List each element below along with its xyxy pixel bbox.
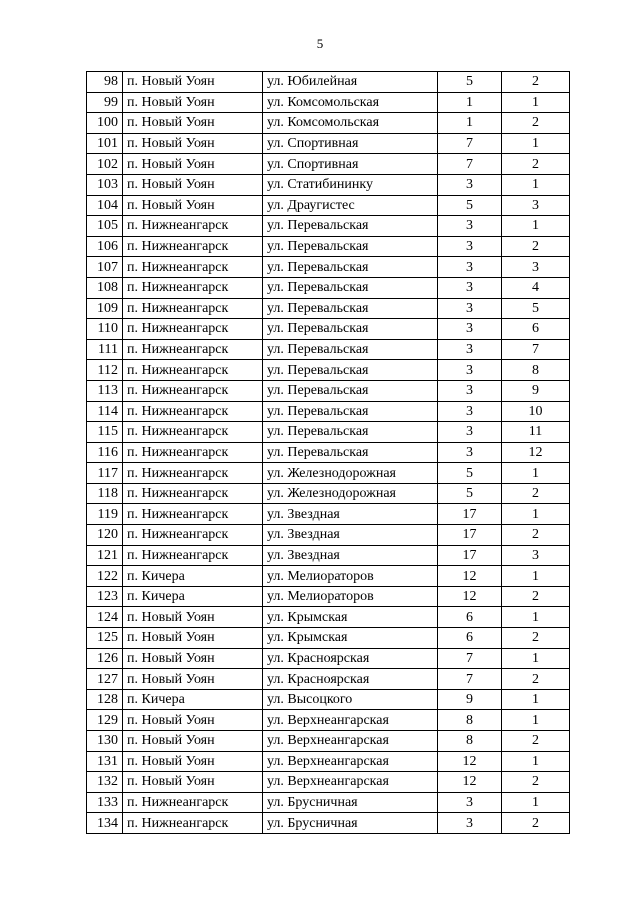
- street-cell: ул. Красноярская: [263, 648, 438, 669]
- house-number-cell: 7: [438, 648, 502, 669]
- apartment-number-cell: 11: [502, 422, 570, 443]
- street-cell: ул. Перевальская: [263, 236, 438, 257]
- row-number-cell: 99: [87, 92, 123, 113]
- settlement-cell: п. Новый Уоян: [123, 669, 263, 690]
- settlement-cell: п. Новый Уоян: [123, 751, 263, 772]
- house-number-cell: 3: [438, 298, 502, 319]
- street-cell: ул. Комсомольская: [263, 113, 438, 134]
- street-cell: ул. Статибининку: [263, 174, 438, 195]
- street-cell: ул. Перевальская: [263, 380, 438, 401]
- street-cell: ул. Перевальская: [263, 277, 438, 298]
- house-number-cell: 17: [438, 545, 502, 566]
- house-number-cell: 8: [438, 710, 502, 731]
- house-number-cell: 3: [438, 401, 502, 422]
- house-number-cell: 7: [438, 133, 502, 154]
- row-number-cell: 120: [87, 525, 123, 546]
- settlement-cell: п. Новый Уоян: [123, 92, 263, 113]
- apartment-number-cell: 2: [502, 772, 570, 793]
- house-number-cell: 5: [438, 195, 502, 216]
- table-row: [87, 751, 570, 772]
- settlement-cell: п. Новый Уоян: [123, 113, 263, 134]
- row-number-cell: 115: [87, 422, 123, 443]
- street-cell: ул. Перевальская: [263, 442, 438, 463]
- settlement-cell: п. Новый Уоян: [123, 772, 263, 793]
- address-table-body: [87, 72, 570, 834]
- settlement-cell: п. Нижнеангарск: [123, 545, 263, 566]
- apartment-number-cell: 3: [502, 545, 570, 566]
- table-row: [87, 92, 570, 113]
- row-number-cell: 121: [87, 545, 123, 566]
- street-cell: ул. Перевальская: [263, 360, 438, 381]
- row-number-cell: 113: [87, 380, 123, 401]
- street-cell: ул. Брусничная: [263, 792, 438, 813]
- settlement-cell: п. Новый Уоян: [123, 607, 263, 628]
- table-row: [87, 710, 570, 731]
- settlement-cell: п. Новый Уоян: [123, 731, 263, 752]
- row-number-cell: 134: [87, 813, 123, 834]
- house-number-cell: 3: [438, 236, 502, 257]
- table-row: [87, 628, 570, 649]
- row-number-cell: 106: [87, 236, 123, 257]
- settlement-cell: п. Нижнеангарск: [123, 442, 263, 463]
- house-number-cell: 3: [438, 792, 502, 813]
- table-row: [87, 174, 570, 195]
- house-number-cell: 8: [438, 731, 502, 752]
- settlement-cell: п. Нижнеангарск: [123, 525, 263, 546]
- apartment-number-cell: 2: [502, 628, 570, 649]
- settlement-cell: п. Кичера: [123, 689, 263, 710]
- row-number-cell: 114: [87, 401, 123, 422]
- house-number-cell: 7: [438, 669, 502, 690]
- street-cell: ул. Звездная: [263, 504, 438, 525]
- house-number-cell: 3: [438, 360, 502, 381]
- table-row: [87, 504, 570, 525]
- address-table: [86, 71, 570, 834]
- apartment-number-cell: 1: [502, 751, 570, 772]
- apartment-number-cell: 2: [502, 154, 570, 175]
- street-cell: ул. Крымская: [263, 628, 438, 649]
- street-cell: ул. Перевальская: [263, 339, 438, 360]
- house-number-cell: 3: [438, 174, 502, 195]
- table-row: [87, 360, 570, 381]
- house-number-cell: 1: [438, 113, 502, 134]
- table-row: [87, 607, 570, 628]
- street-cell: ул. Верхнеангарская: [263, 710, 438, 731]
- house-number-cell: 3: [438, 277, 502, 298]
- street-cell: ул. Верхнеангарская: [263, 731, 438, 752]
- apartment-number-cell: 1: [502, 648, 570, 669]
- settlement-cell: п. Нижнеангарск: [123, 277, 263, 298]
- settlement-cell: п. Нижнеангарск: [123, 483, 263, 504]
- street-cell: ул. Перевальская: [263, 319, 438, 340]
- table-row: [87, 154, 570, 175]
- settlement-cell: п. Нижнеангарск: [123, 422, 263, 443]
- street-cell: ул. Драугистес: [263, 195, 438, 216]
- house-number-cell: 3: [438, 442, 502, 463]
- settlement-cell: п. Новый Уоян: [123, 154, 263, 175]
- row-number-cell: 117: [87, 463, 123, 484]
- table-row: [87, 792, 570, 813]
- apartment-number-cell: 8: [502, 360, 570, 381]
- street-cell: ул. Верхнеангарская: [263, 751, 438, 772]
- house-number-cell: 5: [438, 463, 502, 484]
- apartment-number-cell: 12: [502, 442, 570, 463]
- house-number-cell: 3: [438, 380, 502, 401]
- row-number-cell: 130: [87, 731, 123, 752]
- settlement-cell: п. Нижнеангарск: [123, 319, 263, 340]
- row-number-cell: 126: [87, 648, 123, 669]
- street-cell: ул. Красноярская: [263, 669, 438, 690]
- row-number-cell: 108: [87, 277, 123, 298]
- row-number-cell: 131: [87, 751, 123, 772]
- row-number-cell: 102: [87, 154, 123, 175]
- table-row: [87, 72, 570, 93]
- table-row: [87, 133, 570, 154]
- apartment-number-cell: 3: [502, 195, 570, 216]
- settlement-cell: п. Нижнеангарск: [123, 813, 263, 834]
- apartment-number-cell: 2: [502, 586, 570, 607]
- apartment-number-cell: 4: [502, 277, 570, 298]
- table-row: [87, 731, 570, 752]
- apartment-number-cell: 2: [502, 483, 570, 504]
- house-number-cell: 17: [438, 525, 502, 546]
- street-cell: ул. Мелиораторов: [263, 566, 438, 587]
- settlement-cell: п. Новый Уоян: [123, 648, 263, 669]
- apartment-number-cell: 1: [502, 463, 570, 484]
- apartment-number-cell: 2: [502, 113, 570, 134]
- settlement-cell: п. Нижнеангарск: [123, 298, 263, 319]
- table-row: [87, 566, 570, 587]
- row-number-cell: 105: [87, 216, 123, 237]
- apartment-number-cell: 7: [502, 339, 570, 360]
- apartment-number-cell: 2: [502, 525, 570, 546]
- street-cell: ул. Перевальская: [263, 422, 438, 443]
- table-row: [87, 586, 570, 607]
- table-row: [87, 195, 570, 216]
- house-number-cell: 12: [438, 751, 502, 772]
- street-cell: ул. Верхнеангарская: [263, 772, 438, 793]
- house-number-cell: 7: [438, 154, 502, 175]
- apartment-number-cell: 1: [502, 174, 570, 195]
- house-number-cell: 3: [438, 339, 502, 360]
- street-cell: ул. Крымская: [263, 607, 438, 628]
- settlement-cell: п. Нижнеангарск: [123, 339, 263, 360]
- row-number-cell: 132: [87, 772, 123, 793]
- table-row: [87, 525, 570, 546]
- row-number-cell: 118: [87, 483, 123, 504]
- row-number-cell: 124: [87, 607, 123, 628]
- apartment-number-cell: 3: [502, 257, 570, 278]
- row-number-cell: 107: [87, 257, 123, 278]
- settlement-cell: п. Кичера: [123, 566, 263, 587]
- row-number-cell: 122: [87, 566, 123, 587]
- table-row: [87, 257, 570, 278]
- house-number-cell: 9: [438, 689, 502, 710]
- table-row: [87, 648, 570, 669]
- house-number-cell: 3: [438, 216, 502, 237]
- row-number-cell: 127: [87, 669, 123, 690]
- row-number-cell: 111: [87, 339, 123, 360]
- street-cell: ул. Юбилейная: [263, 72, 438, 93]
- table-row: [87, 380, 570, 401]
- house-number-cell: 6: [438, 628, 502, 649]
- apartment-number-cell: 2: [502, 236, 570, 257]
- apartment-number-cell: 1: [502, 710, 570, 731]
- street-cell: ул. Перевальская: [263, 298, 438, 319]
- street-cell: ул. Железнодорожная: [263, 483, 438, 504]
- house-number-cell: 12: [438, 586, 502, 607]
- apartment-number-cell: 1: [502, 689, 570, 710]
- settlement-cell: п. Нижнеангарск: [123, 380, 263, 401]
- table-row: [87, 319, 570, 340]
- table-row: [87, 483, 570, 504]
- street-cell: ул. Брусничная: [263, 813, 438, 834]
- apartment-number-cell: 1: [502, 792, 570, 813]
- table-row: [87, 339, 570, 360]
- settlement-cell: п. Новый Уоян: [123, 710, 263, 731]
- table-row: [87, 545, 570, 566]
- settlement-cell: п. Нижнеангарск: [123, 216, 263, 237]
- table-row: [87, 401, 570, 422]
- apartment-number-cell: 2: [502, 72, 570, 93]
- table-row: [87, 236, 570, 257]
- table-row: [87, 277, 570, 298]
- row-number-cell: 125: [87, 628, 123, 649]
- row-number-cell: 133: [87, 792, 123, 813]
- row-number-cell: 100: [87, 113, 123, 134]
- house-number-cell: 17: [438, 504, 502, 525]
- house-number-cell: 3: [438, 257, 502, 278]
- table-row: [87, 113, 570, 134]
- settlement-cell: п. Новый Уоян: [123, 133, 263, 154]
- house-number-cell: 3: [438, 319, 502, 340]
- page-number: 5: [316, 36, 324, 51]
- settlement-cell: п. Новый Уоян: [123, 174, 263, 195]
- apartment-number-cell: 1: [502, 607, 570, 628]
- settlement-cell: п. Нижнеангарск: [123, 360, 263, 381]
- settlement-cell: п. Новый Уоян: [123, 195, 263, 216]
- street-cell: ул. Железнодорожная: [263, 463, 438, 484]
- settlement-cell: п. Нижнеангарск: [123, 792, 263, 813]
- settlement-cell: п. Нижнеангарск: [123, 236, 263, 257]
- settlement-cell: п. Нижнеангарск: [123, 401, 263, 422]
- apartment-number-cell: 2: [502, 669, 570, 690]
- street-cell: ул. Звездная: [263, 545, 438, 566]
- table-row: [87, 813, 570, 834]
- table-row: [87, 422, 570, 443]
- settlement-cell: п. Нижнеангарск: [123, 257, 263, 278]
- row-number-cell: 103: [87, 174, 123, 195]
- apartment-number-cell: 9: [502, 380, 570, 401]
- apartment-number-cell: 2: [502, 813, 570, 834]
- settlement-cell: п. Кичера: [123, 586, 263, 607]
- table-row: [87, 463, 570, 484]
- row-number-cell: 101: [87, 133, 123, 154]
- row-number-cell: 129: [87, 710, 123, 731]
- house-number-cell: 5: [438, 483, 502, 504]
- row-number-cell: 98: [87, 72, 123, 93]
- apartment-number-cell: 1: [502, 216, 570, 237]
- row-number-cell: 119: [87, 504, 123, 525]
- table-row: [87, 689, 570, 710]
- house-number-cell: 1: [438, 92, 502, 113]
- street-cell: ул. Комсомольская: [263, 92, 438, 113]
- apartment-number-cell: 5: [502, 298, 570, 319]
- house-number-cell: 12: [438, 772, 502, 793]
- apartment-number-cell: 2: [502, 731, 570, 752]
- street-cell: ул. Мелиораторов: [263, 586, 438, 607]
- table-row: [87, 669, 570, 690]
- house-number-cell: 5: [438, 72, 502, 93]
- row-number-cell: 110: [87, 319, 123, 340]
- apartment-number-cell: 1: [502, 504, 570, 525]
- street-cell: ул. Перевальская: [263, 257, 438, 278]
- house-number-cell: 6: [438, 607, 502, 628]
- apartment-number-cell: 10: [502, 401, 570, 422]
- street-cell: ул. Звездная: [263, 525, 438, 546]
- table-row: [87, 298, 570, 319]
- row-number-cell: 128: [87, 689, 123, 710]
- settlement-cell: п. Нижнеангарск: [123, 463, 263, 484]
- settlement-cell: п. Новый Уоян: [123, 72, 263, 93]
- house-number-cell: 12: [438, 566, 502, 587]
- street-cell: ул. Высоцкого: [263, 689, 438, 710]
- row-number-cell: 123: [87, 586, 123, 607]
- row-number-cell: 109: [87, 298, 123, 319]
- apartment-number-cell: 1: [502, 133, 570, 154]
- house-number-cell: 3: [438, 813, 502, 834]
- street-cell: ул. Спортивная: [263, 133, 438, 154]
- row-number-cell: 116: [87, 442, 123, 463]
- settlement-cell: п. Нижнеангарск: [123, 504, 263, 525]
- house-number-cell: 3: [438, 422, 502, 443]
- apartment-number-cell: 6: [502, 319, 570, 340]
- apartment-number-cell: 1: [502, 92, 570, 113]
- row-number-cell: 104: [87, 195, 123, 216]
- row-number-cell: 112: [87, 360, 123, 381]
- settlement-cell: п. Новый Уоян: [123, 628, 263, 649]
- table-row: [87, 772, 570, 793]
- apartment-number-cell: 1: [502, 566, 570, 587]
- street-cell: ул. Перевальская: [263, 216, 438, 237]
- street-cell: ул. Перевальская: [263, 401, 438, 422]
- table-row: [87, 216, 570, 237]
- street-cell: ул. Спортивная: [263, 154, 438, 175]
- table-row: [87, 442, 570, 463]
